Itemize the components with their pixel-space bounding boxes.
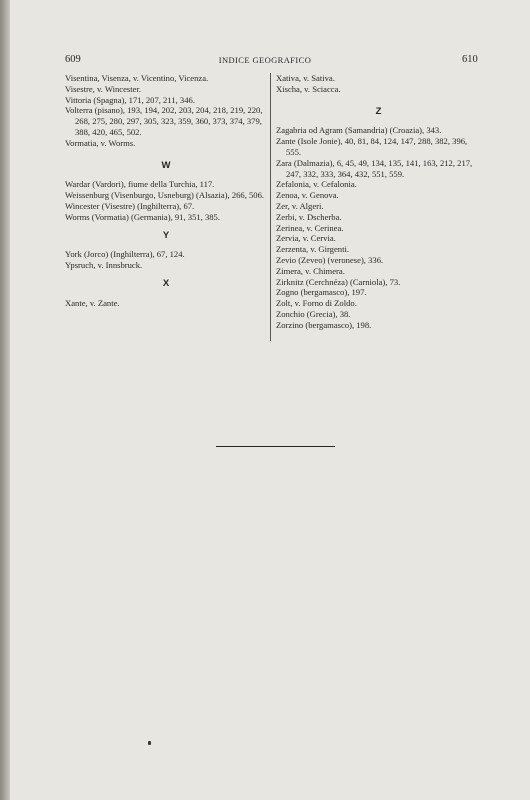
book-spine-shadow: [0, 0, 10, 800]
index-entry: Zirknitz (Cerchnéza) (Carniola), 73.: [276, 276, 401, 287]
index-entry: Wardar (Vardori), fiume della Turchia, 117.: [65, 179, 215, 190]
index-entry: Vittoria (Spagna), 171, 207, 211, 346.: [65, 94, 195, 105]
index-entry: Zerinea, v. Cerinea.: [276, 222, 344, 233]
section-letter-z: Z: [375, 105, 382, 117]
column-divider: [270, 73, 271, 341]
index-entry: Xischa, v. Sciacca.: [276, 83, 341, 94]
index-entry: Wincester (Visestre) (Inghilterra), 67.: [65, 200, 195, 211]
right-page-number: 610: [462, 54, 478, 65]
index-entry: Zerzenta, v. Girgenti.: [276, 244, 350, 255]
section-letter-y: Y: [162, 229, 170, 241]
index-entry: Zenoa, v. Genova.: [276, 190, 339, 201]
left-column: [65, 73, 267, 309]
index-entry: Zerbi, v. Dscherba.: [276, 211, 342, 222]
running-header: [0, 54, 530, 68]
index-entry: Zimera, v. Chimera.: [276, 265, 345, 276]
index-entry: Volterra (pisano), 193, 194, 202, 203, 204, 218, 219, 220, 268, 275, 280, 297, 305, 323, 359, 360, 373, 374, 379, 388, 420, 465, 502.: [65, 105, 263, 137]
index-entry: Visentina, Visenza, v. Vicentino, Vicenza.: [65, 73, 209, 83]
index-entry: Zefalonia, v. Cefalonia.: [276, 179, 357, 190]
index-entry: Zagabria od Agram (Samandria) (Croazia), 343.: [276, 125, 442, 136]
end-rule: [216, 446, 335, 447]
index-entry: Vormatia, v. Worms.: [65, 137, 136, 148]
index-entry: Zer, v. Algeri.: [276, 200, 324, 211]
index-entry: Zonchio (Grecia), 38.: [276, 308, 351, 319]
index-entry: Ypsruch, v. Innsbruck.: [65, 260, 143, 271]
index-entry: Zervia, v. Cervia.: [276, 233, 336, 244]
paper-speck: [148, 741, 151, 745]
right-column: [276, 73, 481, 331]
index-entry: Zogno (bergamasco), 197.: [276, 287, 367, 298]
running-title: INDICE GEOGRAFICO: [218, 55, 312, 65]
section-letter-x: X: [162, 277, 170, 289]
index-entry: York (Jorco) (Inghilterra), 67, 124.: [65, 249, 185, 260]
index-entry: Zevio (Zeveo) (veronese), 336.: [276, 254, 384, 265]
index-entry: Zorzino (bergamasco), 198.: [276, 319, 372, 330]
left-page-number: 609: [65, 54, 81, 65]
index-entry: Weissenburg (Visenburgo, Usneburg) (Alsazia), 266, 506.: [65, 190, 265, 201]
index-entry: Zolt, v. Forno di Zoldo.: [276, 298, 357, 309]
index-entry: Zara (Dalmazia), 6, 45, 49, 134, 135, 141, 163, 212, 217, 247, 332, 333, 364, 432, 551, 559.: [276, 157, 473, 179]
section-letter-w: W: [161, 159, 171, 171]
index-entry: Zante (Isole Jonie), 40, 81, 84, 124, 147, 288, 382, 396, 555.: [276, 136, 468, 157]
index-entry: Visestre, v. Wincester.: [65, 83, 141, 94]
index-entry: Worms (Vormatia) (Germania), 91, 351, 385.: [65, 211, 220, 222]
index-entry: Xativa, v. Sativa.: [276, 73, 335, 83]
index-entry: Xante, v. Zante.: [65, 297, 120, 308]
